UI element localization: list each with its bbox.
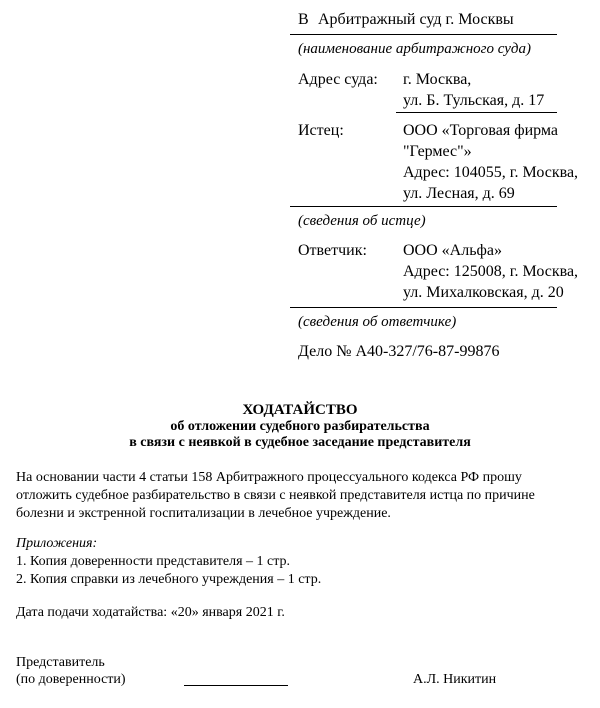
attachment-item-2: 2. Копия справки из лечебного учреждения – 1 стр. <box>16 572 322 587</box>
defendant-line-2: Адрес: 125008, г. Москва, <box>403 263 579 280</box>
defendant-label: Ответчик: <box>298 242 367 259</box>
plaintiff-label: Истец: <box>298 122 344 139</box>
defendant-caption: (сведения об ответчике) <box>298 314 457 330</box>
document-subtitle-1: об отложении судебного разбирательства <box>170 419 430 434</box>
court-underline <box>290 34 557 35</box>
signature-line <box>184 685 288 686</box>
plaintiff-line-1: ООО «Торговая фирма <box>403 122 559 139</box>
document-title: ХОДАТАЙСТВО <box>242 402 358 418</box>
plaintiff-line-3: Адрес: 104055, г. Москва, <box>403 164 579 181</box>
case-number: Дело № А40-327/76-87-99876 <box>298 343 500 360</box>
court-name: Арбитражный суд г. Москвы <box>318 11 514 28</box>
body-line-1: На основании части 4 статьи 158 Арбитражного процессуального кодекса РФ прошу <box>16 470 522 485</box>
address-underline <box>396 112 557 113</box>
submission-date: Дата подачи ходатайства: «20» января 2021 г. <box>16 605 285 620</box>
signatory-name: А.Л. Никитин <box>413 672 497 687</box>
address-line-1: г. Москва, <box>403 71 472 88</box>
plaintiff-caption: (сведения об истце) <box>298 213 426 229</box>
defendant-underline <box>290 307 557 308</box>
document-subtitle-2: в связи с неявкой в судебное заседание представителя <box>129 435 471 450</box>
attachments-heading: Приложения: <box>16 536 98 551</box>
attachment-item-1: 1. Копия доверенности представителя – 1 стр. <box>16 554 291 569</box>
body-line-2: отложить судебное разбирательство в связи с неявкой представителя истца по причине <box>16 488 535 503</box>
court-prefix: В <box>298 11 309 28</box>
defendant-line-1: ООО «Альфа» <box>403 242 502 259</box>
court-caption: (наименование арбитражного суда) <box>298 41 531 57</box>
plaintiff-line-4: ул. Лесная, д. 69 <box>403 185 515 202</box>
plaintiff-line-2: "Гермес"» <box>403 143 472 160</box>
defendant-line-3: ул. Михалковская, д. 20 <box>403 284 564 301</box>
address-label: Адрес суда: <box>298 71 378 88</box>
address-line-2: ул. Б. Тульская, д. 17 <box>403 92 545 109</box>
body-line-3: болезни и экстренной госпитализации в лечебное учреждение. <box>16 506 391 521</box>
plaintiff-underline <box>290 206 557 207</box>
signatory-role-note: (по доверенности) <box>16 672 126 687</box>
signatory-role: Представитель <box>16 655 105 670</box>
